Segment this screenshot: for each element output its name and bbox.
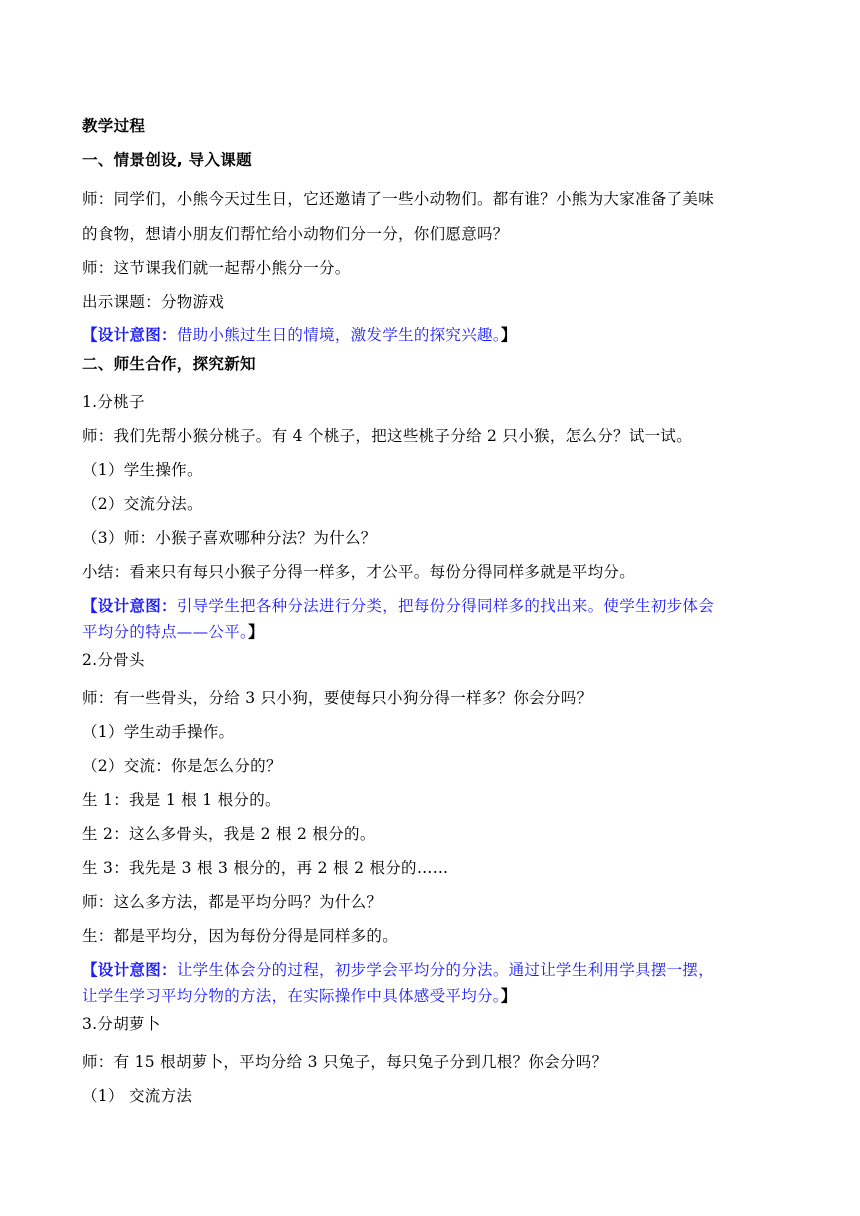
section1-title: 一、情景创设, 导入课题 xyxy=(82,151,252,169)
section1-paragraph1-line1: 师：同学们，小熊今天过生日，它还邀请了一些小动物们。都有谁？小熊为大家准备了美味 xyxy=(82,190,715,208)
part2-teacher-question: 师：这么多方法，都是平均分吗？为什么？ xyxy=(82,893,383,911)
design-intent-text: 借助小熊过生日的情境，激发学生的探究兴趣。 xyxy=(176,326,501,344)
part1-step1: （1）学生操作。 xyxy=(82,461,203,479)
part2-step2: （2）交流：你是怎么分的？ xyxy=(82,757,282,775)
design-intent-open: 【设计意图： xyxy=(82,596,177,615)
heading-teaching-process: 教学过程 xyxy=(82,117,146,135)
part1-design-intent-line1 xyxy=(82,596,782,616)
design-intent-close: 】 xyxy=(500,986,517,1005)
design-intent-open: 【设计意图： xyxy=(82,325,177,344)
part1-summary: 小结：看来只有每只小猴子分得一样多，才公平。每份分得同样多就是平均分。 xyxy=(82,563,636,581)
part2-title: 2.分骨头 xyxy=(82,651,145,669)
design-intent-close: 】 xyxy=(248,622,264,641)
part3-step1: （1） 交流方法 xyxy=(82,1087,193,1105)
part1-step2: （2）交流分法。 xyxy=(82,495,203,513)
part2-design-intent-line2 xyxy=(82,986,782,1006)
design-intent-text: 让学生体会分的过程，初步学会平均分的分法。通过让学生利用学具摆一摆， xyxy=(176,961,715,979)
part1-title: 1.分桃子 xyxy=(82,393,145,411)
part2-answer1: 生 1：我是 1 根 1 根分的。 xyxy=(82,791,281,809)
design-intent-text: 引导学生把各种分法进行分类，把每份分得同样多的找出来。使学生初步体会 xyxy=(176,597,715,615)
section2-title: 二、师生合作，探究新知 xyxy=(82,355,256,373)
design-intent-text: 让学生学习平均分物的方法，在实际操作中具体感受平均分。 xyxy=(82,987,501,1005)
part2-design-intent-line1 xyxy=(82,960,782,980)
part2-answer3: 生 3：我先是 3 根 3 根分的，再 2 根 2 根分的…… xyxy=(82,859,449,877)
part1-question: 师：我们先帮小猴分桃子。有 4 个桃子，把这些桃子分给 2 只小猴，怎么分？试一试。 xyxy=(82,427,693,445)
design-intent-close: 】 xyxy=(500,325,517,344)
part2-step1: （1）学生动手操作。 xyxy=(82,723,235,741)
part2-question: 师：有一些骨头，分给 3 只小狗，要使每只小狗分得一样多？你会分吗？ xyxy=(82,689,593,707)
part1-design-intent-line2 xyxy=(82,622,782,642)
section1-design-intent xyxy=(82,325,782,345)
part1-step3: （3）师：小猴子喜欢哪种分法？为什么？ xyxy=(82,529,377,547)
part3-title: 3.分胡萝卜 xyxy=(82,1015,161,1033)
part2-answer4: 生：都是平均分，因为每份分得是同样多的。 xyxy=(82,927,399,945)
design-intent-open: 【设计意图： xyxy=(82,960,177,979)
part2-answer2: 生 2：这么多骨头，我是 2 根 2 根分的。 xyxy=(82,825,376,843)
section1-paragraph1-line2: 的食物，想请小朋友们帮忙给小动物们分一分，你们愿意吗？ xyxy=(82,225,509,243)
section1-topic: 出示课题：分物游戏 xyxy=(82,293,225,311)
design-intent-text: 平均分的特点——公平。 xyxy=(82,623,249,641)
part3-question: 师：有 15 根胡萝卜，平均分给 3 只兔子，每只兔子分到几根？你会分吗？ xyxy=(82,1053,608,1071)
section1-paragraph2: 师：这节课我们就一起帮小熊分一分。 xyxy=(82,259,351,277)
